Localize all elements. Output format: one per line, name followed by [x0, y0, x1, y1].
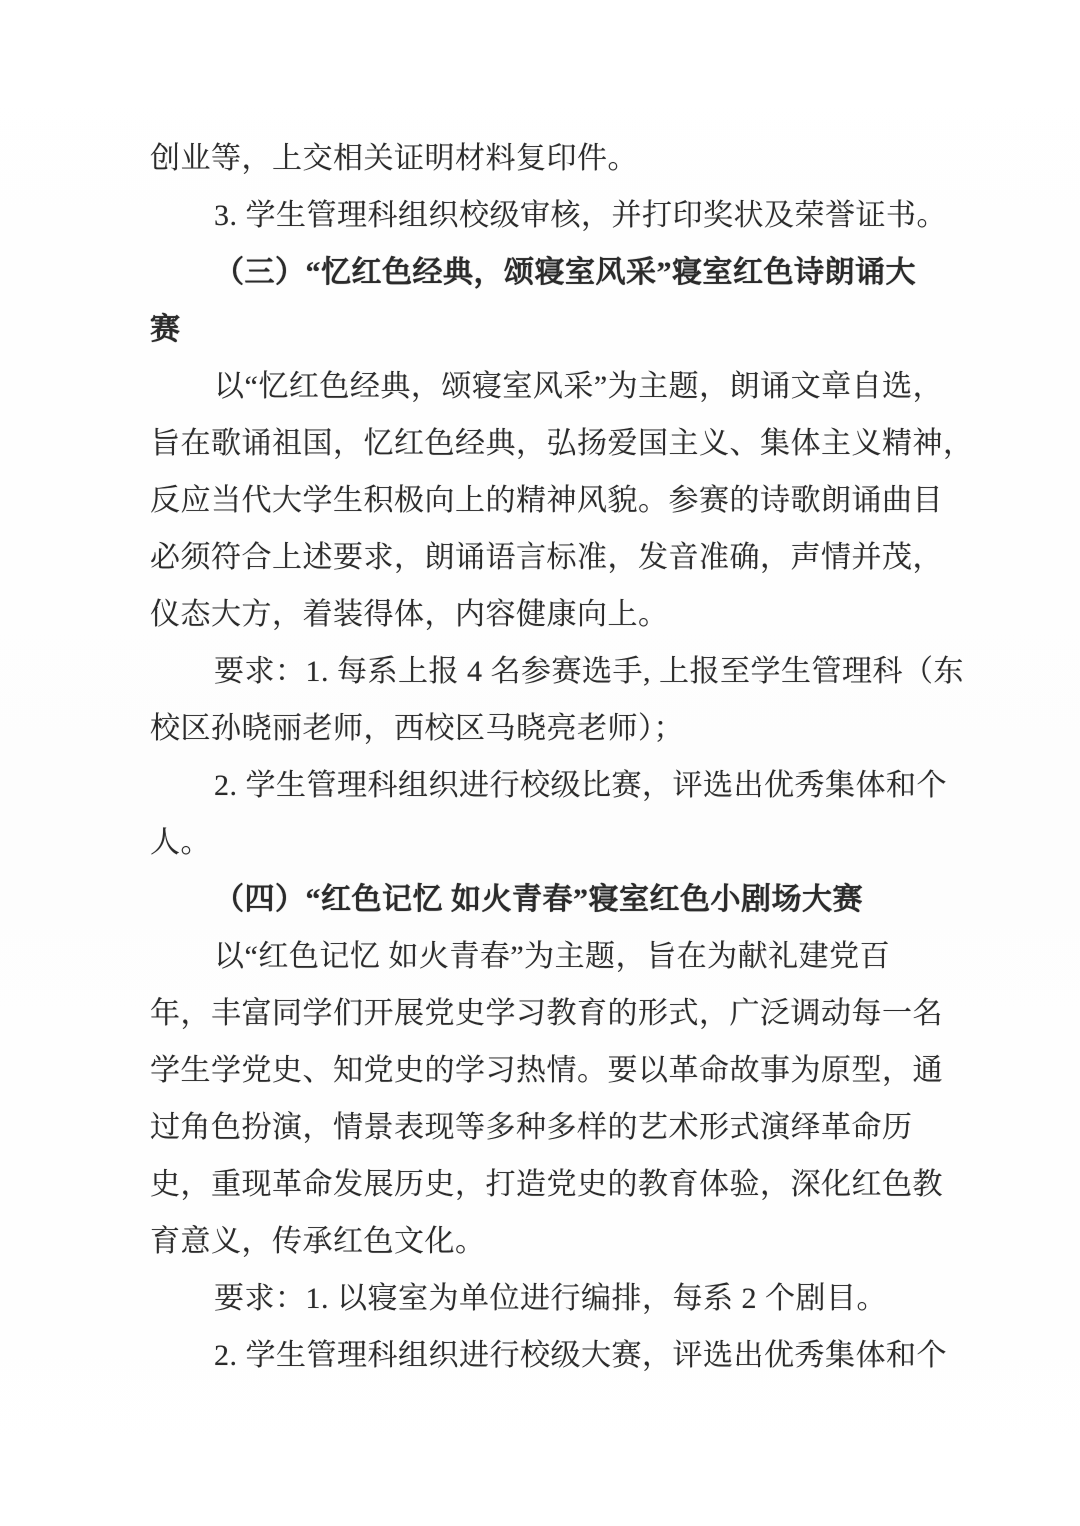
document-line: 要求：1. 以寝室为单位进行编排，每系 2 个剧目。	[214, 1282, 887, 1315]
document-line: 校区孙晓丽老师，西校区马晓亮老师）；	[150, 712, 684, 745]
document-line: 2. 学生管理科组织进行校级比赛，评选出优秀集体和个	[214, 769, 947, 802]
document-line: 反应当代大学生积极向上的精神风貌。参赛的诗歌朗诵曲目	[150, 484, 943, 517]
document-line: 过角色扮演，情景表现等多种多样的艺术形式演绎革命历	[150, 1111, 913, 1144]
document-line: 人。	[150, 826, 211, 859]
document-line: 旨在歌诵祖国，忆红色经典，弘扬爱国主义、集体主义精神，	[150, 427, 974, 460]
document-line: （三）“忆红色经典，颂寝室风采”寝室红色诗朗诵大	[214, 256, 916, 289]
document-line: 年，丰富同学们开展党史学习教育的形式，广泛调动每一名	[150, 997, 943, 1030]
document-line: 必须符合上述要求，朗诵语言标准，发音准确，声情并茂，	[150, 541, 943, 574]
document-line: 3. 学生管理科组织校级审核，并打印奖状及荣誉证书。	[214, 199, 947, 232]
document-body	[150, 130, 974, 1384]
document-line: 仪态大方，着装得体，内容健康向上。	[150, 598, 669, 631]
document-line: 以“忆红色经典，颂寝室风采”为主题，朗诵文章自选，	[214, 370, 944, 403]
document-line: 育意义，传承红色文化。	[150, 1225, 486, 1258]
document-line: 赛	[150, 313, 181, 346]
document-line: 创业等，上交相关证明材料复印件。	[150, 142, 638, 175]
document-line: 史，重现革命发展历史，打造党史的教育体验，深化红色教	[150, 1168, 943, 1201]
document-line: （四）“红色记忆 如火青春”寝室红色小剧场大赛	[214, 883, 863, 916]
document-line: 学生学党史、知党史的学习热情。要以革命故事为原型，通	[150, 1054, 943, 1087]
document-line: 要求：1. 每系上报 4 名参赛选手, 上报至学生管理科（东	[214, 655, 964, 688]
document-line: 以“红色记忆 如火青春”为主题，旨在为献礼建党百	[214, 940, 891, 973]
document-line: 2. 学生管理科组织进行校级大赛，评选出优秀集体和个	[214, 1339, 947, 1372]
